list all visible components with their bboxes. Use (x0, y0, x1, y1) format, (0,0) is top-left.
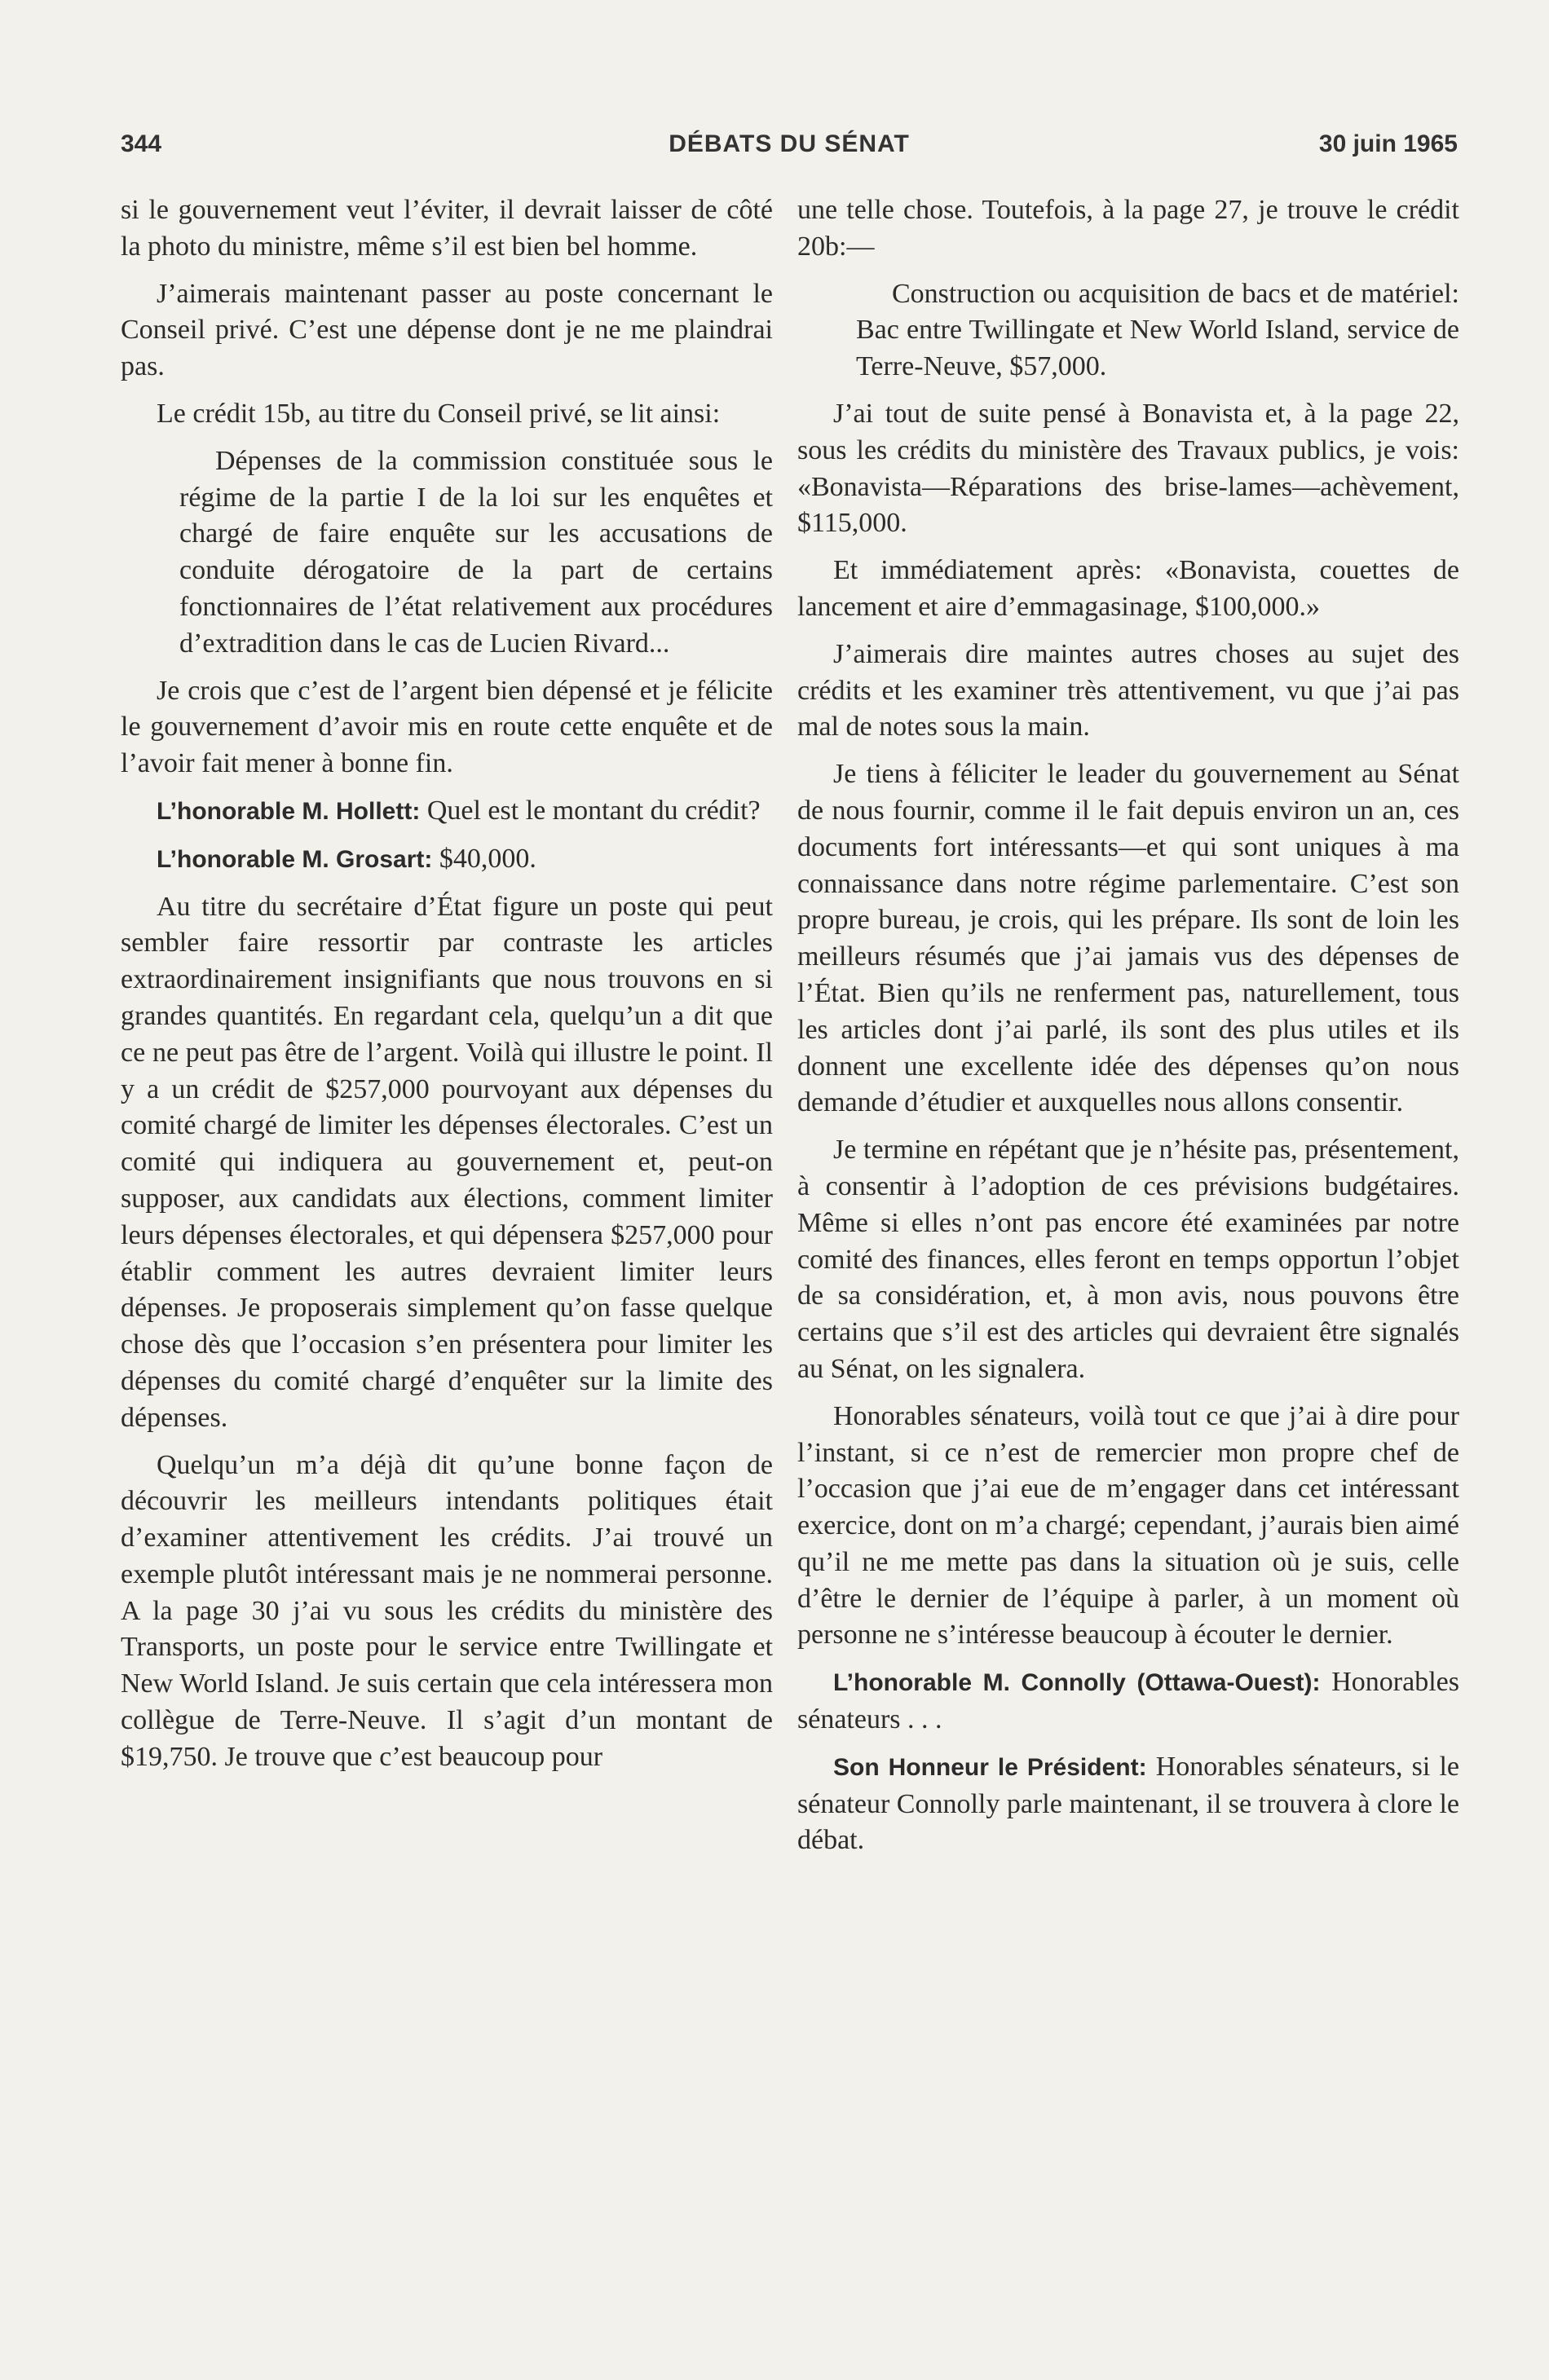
paragraph: Quelqu’un m’a déjà dit qu’une bonne façon de découvrir les meilleurs intendants politiques était d’examiner attentivement les crédits. J’ai trouvé un exemple plutôt intéressant mais je ne nommerai personne. A la page 30 j’ai vu sous les crédits du ministère des Transports, un poste pour le service entre Twillingate et New World Island. Je suis certain que cela intéressera mon collègue de Terre-Neuve. Il s’agit d’un montant de $19,750. Je trouve que c’est beaucoup pour (121, 1449, 773, 1772)
page-title: DÉBATS DU SÉNAT (669, 130, 910, 157)
paragraph: Le crédit 15b, au titre du Conseil privé, se lit ainsi: (157, 398, 721, 429)
speech-text: Honorables sénateurs, si le sénateur Connolly parle maintenant, il se trouvera à clore le débat. (797, 1751, 1459, 1856)
paragraph: Honorables sénateurs, voilà tout ce que j’ai à dire pour l’instant, si ce n’est de remercier mon propre chef de l’occasion que j’ai eue de m’engager dans cet intéressant exercice, dont on m’a chargé; cependant, j’aurais bien aimé qu’il ne me mette pas dans la situation où je suis, celle d’être le dernier de l’équipe à parler, à un moment où personne ne s’intéresse beaucoup à écouter le dernier. (797, 1400, 1459, 1651)
speaker-name: L’honorable M. Connolly (Ottawa-Ouest): (833, 1669, 1321, 1697)
paragraph: Je tiens à féliciter le leader du gouvernement au Sénat de nous fournir, comme il le fait depuis environ un an, ces documents fort intéressants—et qui sont uniques à ma connaissance dans notre régime parlementaire. C’est son propre bureau, je crois, qui les prépare. Ils sont de loin les meilleurs résumés que j’ai jamais vus des dépenses de l’État. Bien qu’ils ne renferment pas, naturellement, tous les articles dont j’ai parlé, ils sont des plus utiles et ils donnent une excellente idée des dépenses qu’on nous demande d’étudier et auxquelles nous allons consentir. (797, 759, 1459, 1118)
speech-text: Honorables sénateurs . . . (797, 1667, 1459, 1735)
page-header (121, 130, 1458, 171)
speech (121, 841, 773, 879)
speech (121, 793, 773, 831)
paragraph: Je crois que c’est de l’argent bien dépensé et je félicite le gouvernement d’avoir mis en route cette enquête et de l’avoir fait mener à bonne fin. (121, 675, 773, 779)
paragraph: J’aimerais maintenant passer au poste concernant le Conseil privé. C’est une dépense dont je ne me plaindrai pas. (121, 278, 773, 382)
page-date: 30 juin 1965 (1318, 130, 1458, 157)
paragraph: si le gouvernement veut l’éviter, il devrait laisser de côté la photo du ministre, même s’il est bien bel homme. (121, 195, 773, 262)
paragraph: J’aimerais dire maintes autres choses au sujet des crédits et les examiner très attentivement, vu que j’ai pas mal de notes sous la main. (797, 638, 1459, 743)
paragraph: Au titre du secrétaire d’État figure un poste qui peut sembler faire ressortir par contraste les articles extraordinairement insignifiants que nous trouvons en si grandes quantités. En regardant cela, quelqu’un a dit que ce ne peut pas être de l’argent. Voilà qui illustre le point. Il y a un crédit de $257,000 pourvoyant aux dépenses du comité chargé de limiter les dépenses électorales. C’est un comité qui indiquera au gouvernement et, peut-on supposer, aux candidats aux élections, comment limiter leurs dépenses électorales, et qui dépensera $257,000 pour établir comment les autres devraient limiter leurs dépenses. Je proposerais simplement qu’on fasse quelque chose dès que l’occasion s’en présentera pour limiter les dépenses du comité chargé d’enquêter sur la limite des dépenses. (121, 891, 773, 1433)
paragraph: une telle chose. Toutefois, à la page 27, je trouve le crédit 20b:— (797, 195, 1459, 262)
paragraph: J’ai tout de suite pensé à Bonavista et, à la page 22, sous les crédits du ministère des Travaux publics, je vois: «Bonavista—Réparations des brise-lames—achèvement, $115,000. (797, 398, 1459, 539)
speech (797, 1749, 1459, 1859)
paragraph: Et immédiatement après: «Bonavista, couettes de lancement et aire d’emmagasinage, $100,000.» (797, 555, 1459, 622)
speech-text: Quel est le montant du crédit? (426, 795, 761, 826)
paragraph: Je termine en répétant que je n’hésite pas, présentement, à consentir à l’adoption de ces prévisions budgétaires. Même si elles n’ont pas encore été examinées par notre comité des finances, elles feront en temps opportun l’objet de sa considération, et, à mon avis, nous pouvons être certains que s’il est des articles qui devraient être signalés au Sénat, on les signalera. (797, 1135, 1459, 1384)
left-column (121, 192, 773, 1787)
block-quote: Construction ou acquisition de bacs et de matériel: Bac entre Twillingate et New World Island, service de Terre-Neuve, $57,000. (856, 278, 1459, 382)
speaker-name: L’honorable M. Grosart: (157, 845, 433, 873)
speech-text: $40,000. (439, 843, 536, 874)
right-column (797, 192, 1459, 1870)
page-number: 344 (121, 130, 162, 157)
speech (797, 1664, 1459, 1739)
speaker-name: L’honorable M. Hollett: (157, 797, 421, 825)
block-quote: Dépenses de la commission constituée sous le régime de la partie I de la loi sur les enquêtes et chargé de faire enquête sur les accusations de conduite dérogatoire de la part de certains fonctionnaires de l’état relativement aux procédures d’extradition dans le cas de Lucien Rivard... (179, 445, 773, 659)
speaker-name: Son Honneur le Président: (833, 1753, 1147, 1781)
